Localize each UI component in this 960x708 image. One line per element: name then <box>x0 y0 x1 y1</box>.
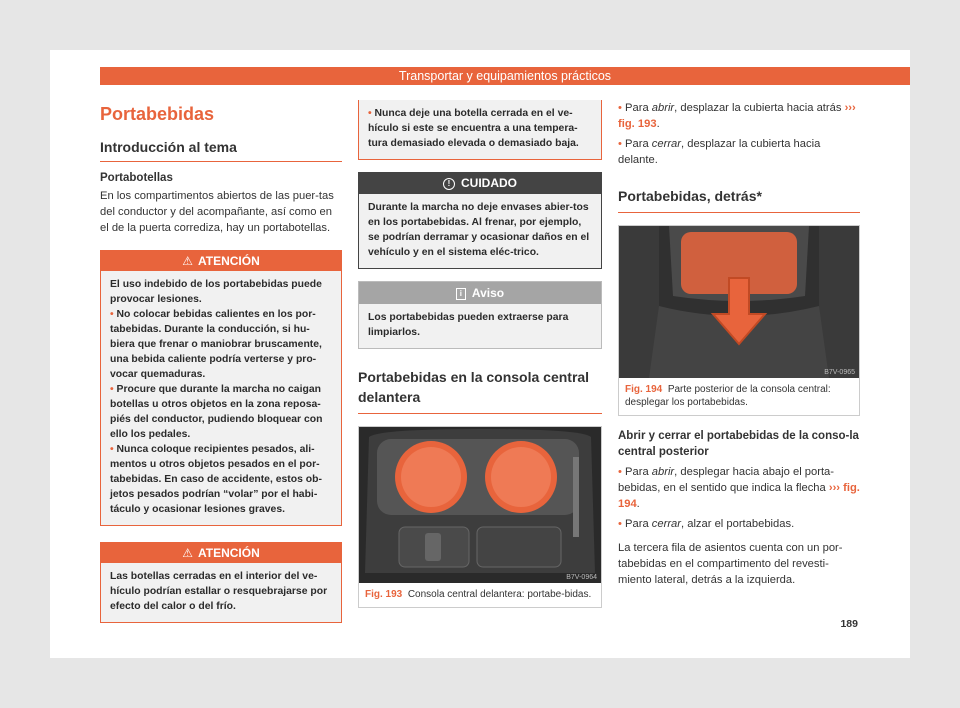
warning-bullet: • Nunca coloque recipientes pesados, ali-mentos u otros objetos pesados en el por-tabebidas. En caso de accidente, estos ob-jetos pesados podrían “volar” por el habi-táculo y ocasionar lesiones graves. <box>110 444 322 515</box>
figure-193 <box>358 426 602 608</box>
caution-header <box>358 172 602 194</box>
column-2 <box>358 100 602 608</box>
subheading: Portabotellas <box>100 172 173 184</box>
warning-lead: El uso indebido de los portabebidas puede provocar lesiones. <box>110 279 322 305</box>
column-3 <box>618 100 860 588</box>
instruction-close: • Para cerrar, alzar el portabebidas. <box>618 518 795 530</box>
bullet-icon: • <box>110 384 117 395</box>
figure-label: Fig. 193 <box>365 589 403 600</box>
warning-bullet: • Procure que durante la marcha no caigan botellas u otros objetos en la zona reposa-piés del conductor, pudiendo bloquear con ello los pedales. <box>110 384 323 440</box>
note-box <box>358 281 602 349</box>
caution-label: CUIDADO <box>461 176 517 190</box>
figure-caption <box>619 378 859 415</box>
subheading: Abrir y cerrar el portabebidas de la conso-la central posterior <box>618 430 859 458</box>
warning-body <box>101 271 341 525</box>
figure-caption <box>359 583 601 607</box>
console-cupholder-image <box>359 427 601 583</box>
warning-label: ATENCIÓN <box>197 254 260 268</box>
caption-text: Parte posterior de la consola central: desplegar los portabebidas. <box>625 384 831 408</box>
closing-text: La tercera fila de asientos cuenta con un por-tabebidas en el compartimento del revesti-miento lateral, detrás a la izquierda. <box>618 542 843 586</box>
note-label: Aviso <box>471 286 505 300</box>
bullet-icon: • <box>110 444 117 455</box>
section-subtitle: Introducción al tema <box>100 139 342 162</box>
figure-194 <box>618 225 860 416</box>
rear-console-image <box>619 226 859 378</box>
intro-text: En los compartimentos abiertos de las puer-tas del conductor y del acompañante, así como en el de la puerta corrediza, hay un portabotellas. <box>100 190 334 234</box>
warning-triangle-icon: ⚠ <box>182 254 193 268</box>
bullet-icon: • <box>618 138 626 150</box>
warning-header <box>101 543 341 563</box>
bullet-icon: • <box>110 309 117 320</box>
warning-bullet: • No colocar bebidas calientes en los por-tabebidas. Durante la conducción, si hu-biera que frenar o maniobrar bruscamente, una bebida caliente podría verterse y pro-vocar quemaduras. <box>110 309 322 380</box>
section-title: Portabebidas en la consola central delantera <box>358 367 602 414</box>
bullet-icon: • <box>618 102 626 114</box>
info-circle-icon: ! <box>443 178 455 190</box>
warning-box-2 <box>100 542 342 623</box>
rear-console-illustration <box>619 226 859 378</box>
note-body: Los portabebidas pueden extraerse para limpiarlos. <box>359 304 601 348</box>
bullet-icon: • <box>368 108 375 119</box>
figure-code: B7V-0965 <box>824 369 855 376</box>
figure-reference-link[interactable]: ››› fig. 193 <box>618 102 856 130</box>
warning-body: Las botellas cerradas en el interior del ve-hículo podrían estallar o resquebrajarse por efecto del calor o del frío. <box>101 563 341 622</box>
instruction-open: • Para abrir, desplegar hacia abajo el porta-bebidas, en el sentido que indica la flecha ››› fig. 194. <box>618 466 860 510</box>
warning-continuation <box>358 100 602 160</box>
console-illustration <box>359 427 601 583</box>
column-1 <box>100 100 342 623</box>
warning-label: ATENCIÓN <box>197 546 260 560</box>
figure-label: Fig. 194 <box>625 384 663 395</box>
info-icon: i <box>456 288 466 300</box>
warning-triangle-icon: ⚠ <box>182 546 193 560</box>
section-title: Portabebidas, detrás* <box>618 186 860 213</box>
page-number: 189 <box>840 618 858 630</box>
bullet-icon: • <box>618 466 626 478</box>
instruction-close: • Para cerrar, desplazar la cubierta hacia delante. <box>618 138 821 166</box>
warning-header <box>101 251 341 271</box>
page <box>50 50 910 658</box>
bullet-icon: • <box>618 518 626 530</box>
figure-reference-link[interactable]: ››› fig. 194 <box>618 482 860 510</box>
chapter-header: Transportar y equipamientos prácticos <box>100 67 910 85</box>
page-title: Portabebidas <box>100 104 215 124</box>
caution-body: Durante la marcha no deje envases abier-tos en los portabebidas. Al frenar, por ejemplo, se podrían derramar y ocasionar daños en el vehículo y en el sistema eléc-trico. <box>358 194 602 269</box>
note-header <box>359 282 601 304</box>
figure-code: B7V-0964 <box>566 574 597 581</box>
warning-box-1 <box>100 250 342 526</box>
warning-body: • Nunca deje una botella cerrada en el ve-hículo si este se encuentra a una tempera-tura demasiado elevada o demasiado baja. <box>359 100 601 159</box>
instruction-open: • Para abrir, desplazar la cubierta hacia atrás ››› fig. 193. <box>618 102 856 130</box>
caption-text: Consola central delantera: portabe-bidas. <box>407 589 592 600</box>
